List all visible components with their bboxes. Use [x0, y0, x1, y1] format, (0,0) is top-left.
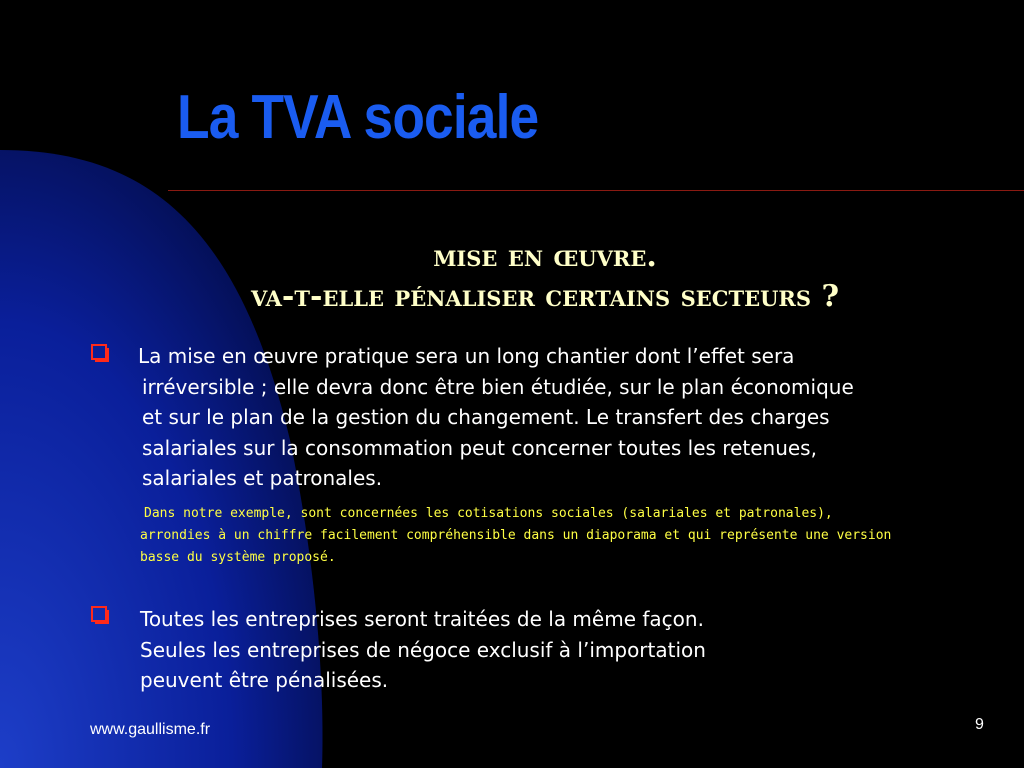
- bullet1-line: salariales et patronales.: [142, 466, 383, 490]
- footnote-text: [140, 503, 891, 569]
- bullet2-line: Toutes les entreprises seront traitées de la même façon.: [140, 607, 704, 631]
- slide-title: La TVA sociale: [177, 83, 539, 152]
- bullet1-line: salariales sur la consommation peut concerner toutes les retenues,: [142, 435, 817, 460]
- footnote-line: arrondies à un chiffre facilement compréhensible dans un diaporama et qui représente une version: [140, 528, 892, 543]
- bullet2-line: Seules les entreprises de négoce exclusif à l’importation: [140, 637, 706, 662]
- bullet1-line: irréversible ; elle devra donc être bien étudiée, sur le plan économique: [142, 374, 854, 399]
- footer-website-link[interactable]: www.gaullisme.fr: [90, 721, 211, 738]
- bullet2-text: [140, 604, 706, 696]
- bullet1-line: La mise en œuvre pratique sera un long chantier dont l’effet sera: [138, 344, 795, 368]
- checkbox-square-icon: [91, 606, 109, 624]
- title-divider: [168, 190, 1024, 191]
- slide-subtitle-line1: mise en œuvre.: [433, 239, 657, 274]
- bullet2-line: peuvent être pénalisées.: [140, 668, 389, 692]
- checkbox-square-icon: [91, 344, 109, 362]
- bullet1-text: [138, 341, 854, 494]
- footnote-line: Dans notre exemple, sont concernées les cotisations sociales (salariales et patronales),: [144, 506, 833, 521]
- slide-page-number: 9: [975, 716, 984, 733]
- footnote-line: basse du système proposé.: [140, 550, 336, 565]
- slide-subtitle-line2: va-t-elle pénaliser certains secteurs ?: [250, 279, 840, 314]
- bullet1-line: et sur le plan de la gestion du changement. Le transfert des charges: [142, 405, 830, 429]
